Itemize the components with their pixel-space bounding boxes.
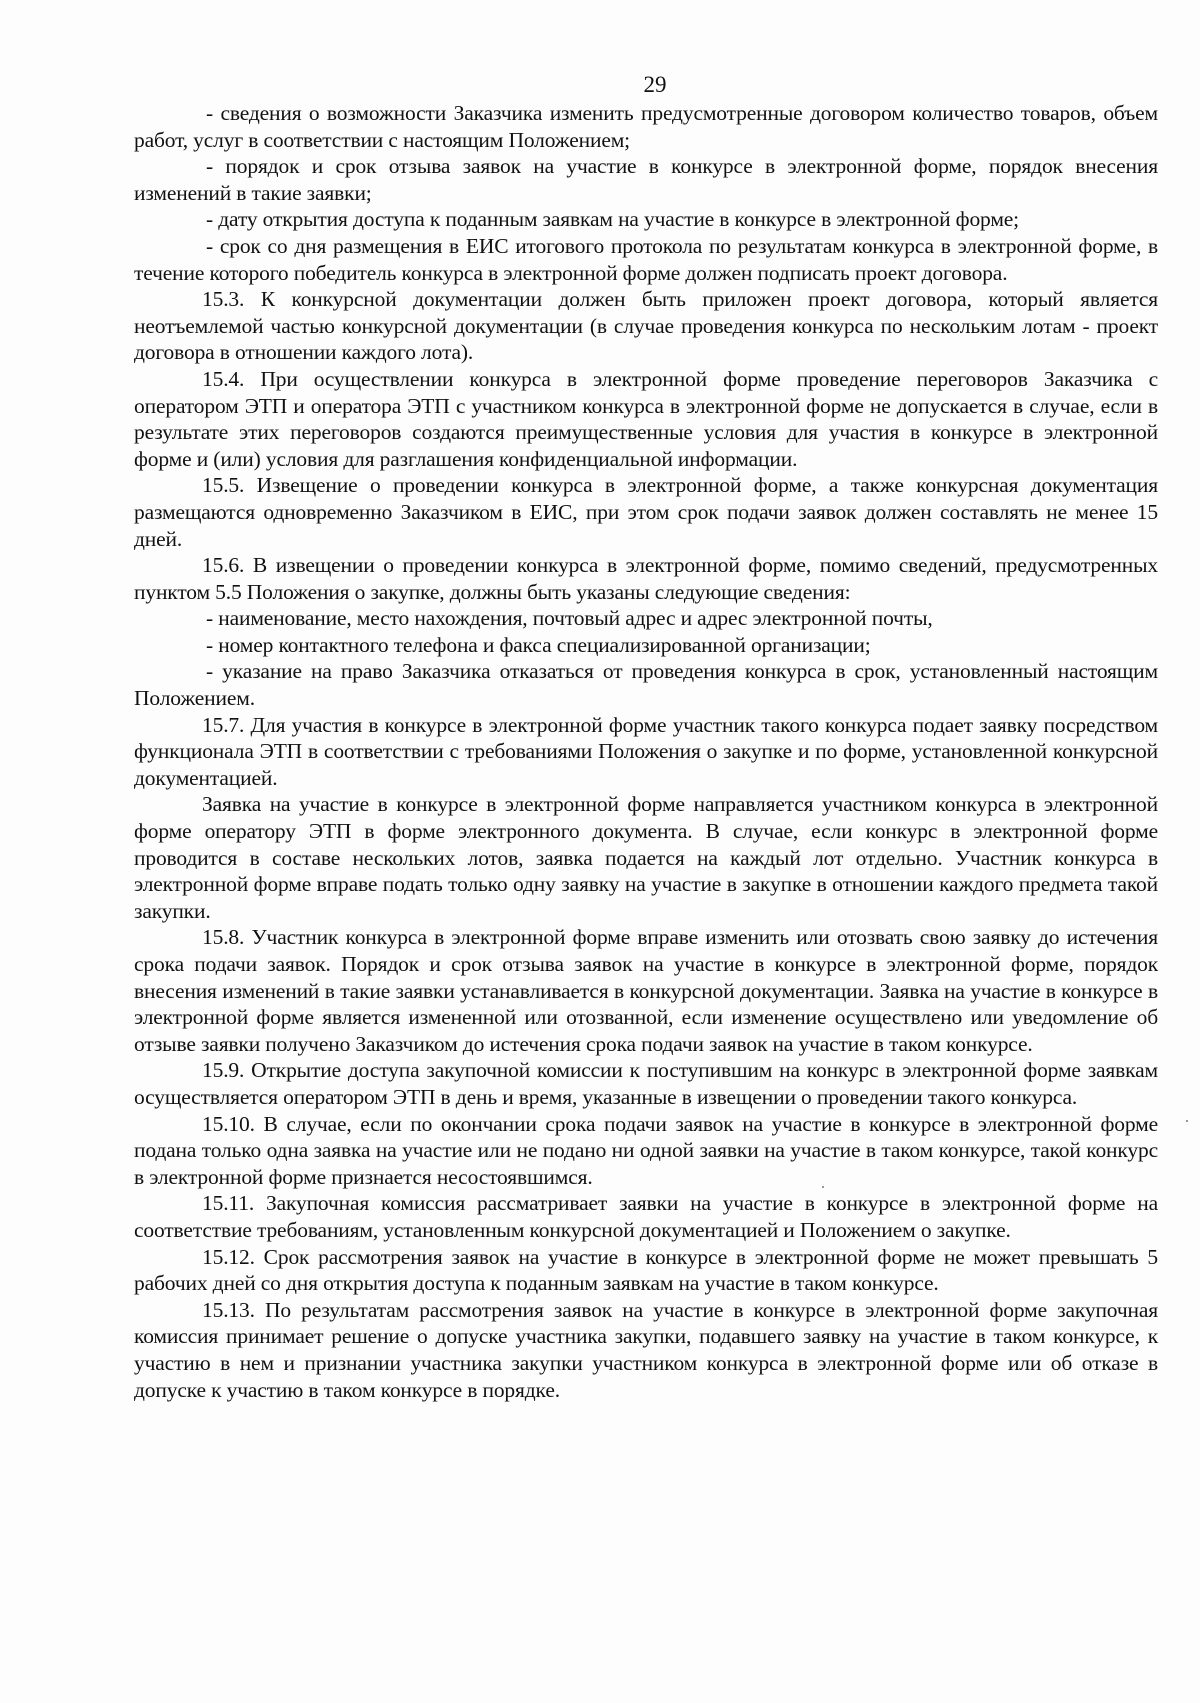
paragraph-15-4: 15.4. При осуществлении конкурса в электронной форме проведение переговоров Заказчика с оператором ЭТП и оператора ЭТП с участником конкурса в электронной форме не допускается в случае, если в результате этих переговоров создаются преимущественные условия для участия в конкурсе в электронной форме и (или) условия для разглашения конфиденциальной информации.: [134, 366, 1158, 471]
paragraph-15-5: 15.5. Извещение о проведении конкурса в электронной форме, а также конкурсная документация размещаются одновременно Заказчиком в ЕИС, при этом срок подачи заявок должен составлять не менее 15 дней.: [134, 473, 1158, 551]
paragraph-item-change-quantity: - сведения о возможности Заказчика изменить предусмотренные договором количество товаров, объем работ, услуг в соответствии с настоящим Положением;: [134, 101, 1158, 152]
paragraph-15-8: 15.8. Участник конкурса в электронной форме вправе изменить или отозвать свою заявку до истечения срока подачи заявок. Порядок и срок отзыва заявок на участие в конкурсе в электронной форме, порядок внесения изменений в такие заявки устанавливается в конкурсной документации. Заявка на участие в конкурсе в электронной форме является измененной или отозванной, если изменение осуществлено или уведомление об отзыве заявки получено Заказчиком до истечения срока подачи заявок на участие в таком конкурсе.: [134, 925, 1158, 1056]
paragraph-item-right-to-cancel: - указание на право Заказчика отказаться от проведения конкурса в срок, установленный настоящим Положением.: [134, 659, 1158, 711]
scan-speck: [1186, 1120, 1188, 1122]
document-body: [134, 100, 1158, 1403]
paragraph-15-11: 15.11. Закупочная комиссия рассматривает заявки на участие в конкурсе в электронной форме на соответствие требованиям, установленным конкурсной документацией и Положением о закупке.: [134, 1191, 1158, 1242]
paragraph-item-opening-date: - дату открытия доступа к поданным заявкам на участие в конкурсе в электронной форме;: [206, 207, 1019, 232]
paragraph-item-withdraw-order: - порядок и срок отзыва заявок на участие в конкурсе в электронной форме, порядок внесения изменений в такие заявки;: [134, 154, 1158, 205]
paragraph-item-contact-phone: - номер контактного телефона и факса специализированной организации;: [206, 632, 871, 657]
paragraph-application-submission: Заявка на участие в конкурсе в электронной форме направляется участником конкурса в электронной форме оператору ЭТП в форме электронного документа. В случае, если конкурс в электронной форме проводится в составе нескольких лотов, заявка подается на каждый лот отдельно. Участник конкурса в электронной форме вправе подать только одну заявку на участие в закупке в отношении каждого предмета такой закупки.: [134, 792, 1158, 923]
paragraph-15-9: 15.9. Открытие доступа закупочной комиссии к поступившим на конкурс в электронной форме заявкам осуществляется оператором ЭТП в день и время, указанные в извещении о проведении такого конкурса.: [134, 1058, 1158, 1109]
scan-speck: [822, 1186, 824, 1188]
paragraph-15-3: 15.3. К конкурсной документации должен быть приложен проект договора, который является неотъемлемой частью конкурсной документации (в случае проведения конкурса по нескольким лотам - проект договора в отношении каждого лота).: [134, 287, 1158, 365]
paragraph-15-10: 15.10. В случае, если по окончании срока подачи заявок на участие в конкурсе в электронной форме подана только одна заявка на участие или не подано ни одной заявки на участие в таком конкурсе, такой конкурс в электронной форме признается несостоявшимся.: [134, 1111, 1158, 1189]
paragraph-15-6: 15.6. В извещении о проведении конкурса в электронной форме, помимо сведений, предусмотренных пунктом 5.5 Положения о закупке, должны быть указаны следующие сведения:: [134, 553, 1158, 604]
paragraph-item-signing-deadline: - срок со дня размещения в ЕИС итогового протокола по результатам конкурса в электронной форме, в течение которого победитель конкурса в электронной форме должен подписать проект договора.: [134, 233, 1158, 285]
paragraph-15-12: 15.12. Срок рассмотрения заявок на участие в конкурсе в электронной форме не может превышать 5 рабочих дней со дня открытия доступа к поданным заявкам на участие в таком конкурсе.: [134, 1244, 1158, 1296]
page-number: 29: [643, 72, 667, 97]
paragraph-15-13: 15.13. По результатам рассмотрения заявок на участие в конкурсе в электронной форме закупочная комиссия принимает решение о допуске участника закупки, подавшего заявку на участие в таком конкурсе, к участию в нем и признании участника закупки участником конкурса в электронной форме или об отказе в допуске к участию в таком конкурсе в порядке.: [134, 1297, 1158, 1402]
paragraph-15-7: 15.7. Для участия в конкурсе в электронной форме участник такого конкурса подает заявку посредством функционала ЭТП в соответствии с требованиями Положения о закупке и по форме, установленной конкурсной документацией.: [134, 712, 1158, 790]
paragraph-item-contact-address: - наименование, место нахождения, почтовый адрес и адрес электронной почты,: [206, 606, 933, 631]
